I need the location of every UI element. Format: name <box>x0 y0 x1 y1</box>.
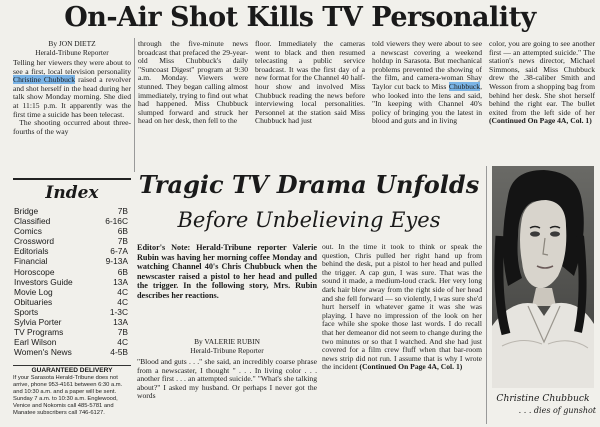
story-text: , who looked into the lens and said, "In keeping with Channel 40's policy of bringing you the latest in blood and guts and in living <box>372 81 482 126</box>
main-story-column-3: floor. Immediately the cameras went to black and then resumed telecasting a public service broadcast. It was the first day of a new format for the Channel 40 half-hour show and involved Miss Chubbuck reading the news before interviewing local personalities. Personnel at the station said Miss Chubbuck had just <box>255 40 365 126</box>
index-page: 1-3C <box>109 306 128 317</box>
story-text: raised a revolver and shot herself in the head during her talk show Monday morning. She died at 11:15 p.m. It apparently was the first time a suicide has been telecast. <box>13 75 131 119</box>
column-rule <box>486 166 487 424</box>
second-story-column-2 <box>322 243 482 424</box>
guarantee-body: If your Sarasota Herald-Tribune does not arrive, phone 953-4161 between 6:30 a.m. and 10:30 a.m. and a paper will be sent. Sunday 7 a.m. to 10:30 a.m. Englewood, Venice and Nokomis call 485-5781 and Manatee subscribers call 746-6127. <box>13 375 123 416</box>
index-row <box>14 347 128 357</box>
index-row <box>14 216 128 226</box>
portrait-photo <box>492 166 594 388</box>
byline-name: By VALERIE RUBIN <box>194 337 260 346</box>
index-label: Investors Guide <box>14 276 73 287</box>
main-headline: On-Air Shot Kills TV Personality <box>64 2 536 33</box>
index-label: Crossword <box>14 236 55 247</box>
main-story-column-5 <box>489 40 595 162</box>
index-row <box>14 327 128 337</box>
index-row <box>14 246 128 256</box>
byline-name: By JON DIETZ <box>48 39 96 48</box>
continued-line: (Continued On Page 4A, Col. 1) <box>359 362 463 372</box>
index-rule <box>13 178 131 180</box>
portrait-illustration <box>492 166 594 388</box>
index-label: Editorials <box>14 246 49 257</box>
second-byline <box>137 338 317 355</box>
index-page: 13A <box>113 317 128 328</box>
index-label: Comics <box>14 226 42 237</box>
main-byline <box>13 40 131 57</box>
index-row <box>14 236 128 246</box>
index-page: 4C <box>117 296 128 307</box>
continued-line: (Continued On Page 4A, Col. 1) <box>489 116 592 126</box>
index-row <box>14 287 128 297</box>
photo-caption-sub: . . . dies of gunshot <box>518 406 596 415</box>
index-page: 6B <box>117 266 128 277</box>
index-label: Financial <box>14 256 48 267</box>
story-text: Telling her viewers they were about to see a first, local television personality <box>13 59 131 76</box>
main-story-column-2: through the five-minute news broadcast that prefaced the 29-year-old Miss Chubbuck's daily "Suncoast Digest" program at 9:30 a.m. Monday. Viewers were stunned. They began calling almost immediately, trying to find out what had happened. Miss Chubbuck slumped forward and struck her head on her desk, then fell to the <box>138 40 248 126</box>
index-row <box>14 256 128 266</box>
index-row <box>14 267 128 277</box>
main-story-column-1 <box>13 59 131 176</box>
editors-note: Editor's Note: Herald-Tribune reporter Valerie Rubin was having her morning coffee Monday and watching Channel 40's Chris Chubbuck when the newscaster raised a pistol to her head and pulled the trigger. In the following story, Mrs. Rubin describes her reactions. <box>137 243 317 300</box>
index-list <box>14 206 128 357</box>
index-page: 9-13A <box>105 256 128 267</box>
photo-caption-name: Christine Chubbuck <box>496 393 590 404</box>
index-page: 7B <box>117 206 128 216</box>
index-page: 4-5B <box>110 347 128 358</box>
index-page: 6B <box>117 226 128 237</box>
index-page: 6-7A <box>110 246 128 257</box>
story-text: The shooting occurred about three-fourths of the way <box>13 118 131 136</box>
index-label: Bridge <box>14 206 39 216</box>
highlighted-name: Chubbuck <box>448 81 481 91</box>
index-row <box>14 226 128 236</box>
index-page: 4C <box>117 286 128 297</box>
index-label: Obituaries <box>14 296 53 307</box>
index-label: Sports <box>14 306 39 317</box>
index-label: Earl Wilson <box>14 337 57 348</box>
index-label: Sylvia Porter <box>14 317 62 328</box>
index-row <box>14 337 128 347</box>
index-page: 7B <box>117 327 128 338</box>
index-label: Women's News <box>14 347 72 358</box>
story-text: color, you are going to see another first — an attempted suicide." The station's news director, Michael Simmons, said Miss Chubbuck drew the .38-caliber Smith and Wesson from a shopping bag from behind her desk. She shot herself behind the right ear. The bullet exited from the left side of her <box>489 40 595 117</box>
index-page: 6-16C <box>105 216 128 227</box>
column-rule <box>134 38 135 172</box>
index-page: 13A <box>113 276 128 287</box>
index-label: Horoscope <box>14 266 55 277</box>
byline-role: Herald-Tribune Reporter <box>190 345 264 355</box>
highlighted-name: Christine Chubbuck <box>13 75 76 85</box>
byline-role: Herald-Tribune Reporter <box>35 47 109 57</box>
second-headline-line-1: Tragic TV Drama Unfolds <box>138 170 480 199</box>
index-row <box>14 317 128 327</box>
main-story-column-4 <box>372 40 482 172</box>
story-text: out. In the time it took to think or speak the question, Chris pulled her right hand up from behind the desk, put a pistol to her head and pulled the trigger. A cap gun, I was sure. That was the sound it made, a medium-loud crack. Her very long dark hair blew away from the right side of her head and she fell forward — so violently, I was sure she'd hurt herself in whatever game it was she was playing. I have no impression of the look on her face while she spoke those last words. I do recall that her demeanor did not seem to change during the two minutes or so that I watched. And she had just covered for a film crew fluff when that bar-room news strip did not run. I assume that is why I wrote the incident <box>322 243 482 372</box>
index-label: Movie Log <box>14 286 53 297</box>
second-headline-line-2: Before Unbelieving Eyes <box>177 208 441 232</box>
index-row <box>14 206 128 216</box>
index-page: 7B <box>117 236 128 247</box>
second-story-column-1: "Blood and guts . . ." she said, an incredibly coarse phrase from a newscaster, I thought " . . . In living color . . . another first . . . an attempted suicide." "What's she talking about?" I asked my husband. Or perhaps I never got the words <box>137 358 317 401</box>
index-label: Classified <box>14 216 51 227</box>
index-row <box>14 297 128 307</box>
index-title: Index <box>45 183 99 203</box>
index-row <box>14 307 128 317</box>
index-label: TV Programs <box>14 327 64 338</box>
story-text: told viewers they were about to see a newscast covering a weekend holdup in Sarasota. But mechanical problems prevented the showing of the film, and camera-woman Shay Taylor cut back to Miss <box>372 40 482 91</box>
index-page: 4C <box>117 337 128 348</box>
index-row <box>14 277 128 287</box>
guarantee-title: GUARANTEED DELIVERY <box>13 365 131 374</box>
